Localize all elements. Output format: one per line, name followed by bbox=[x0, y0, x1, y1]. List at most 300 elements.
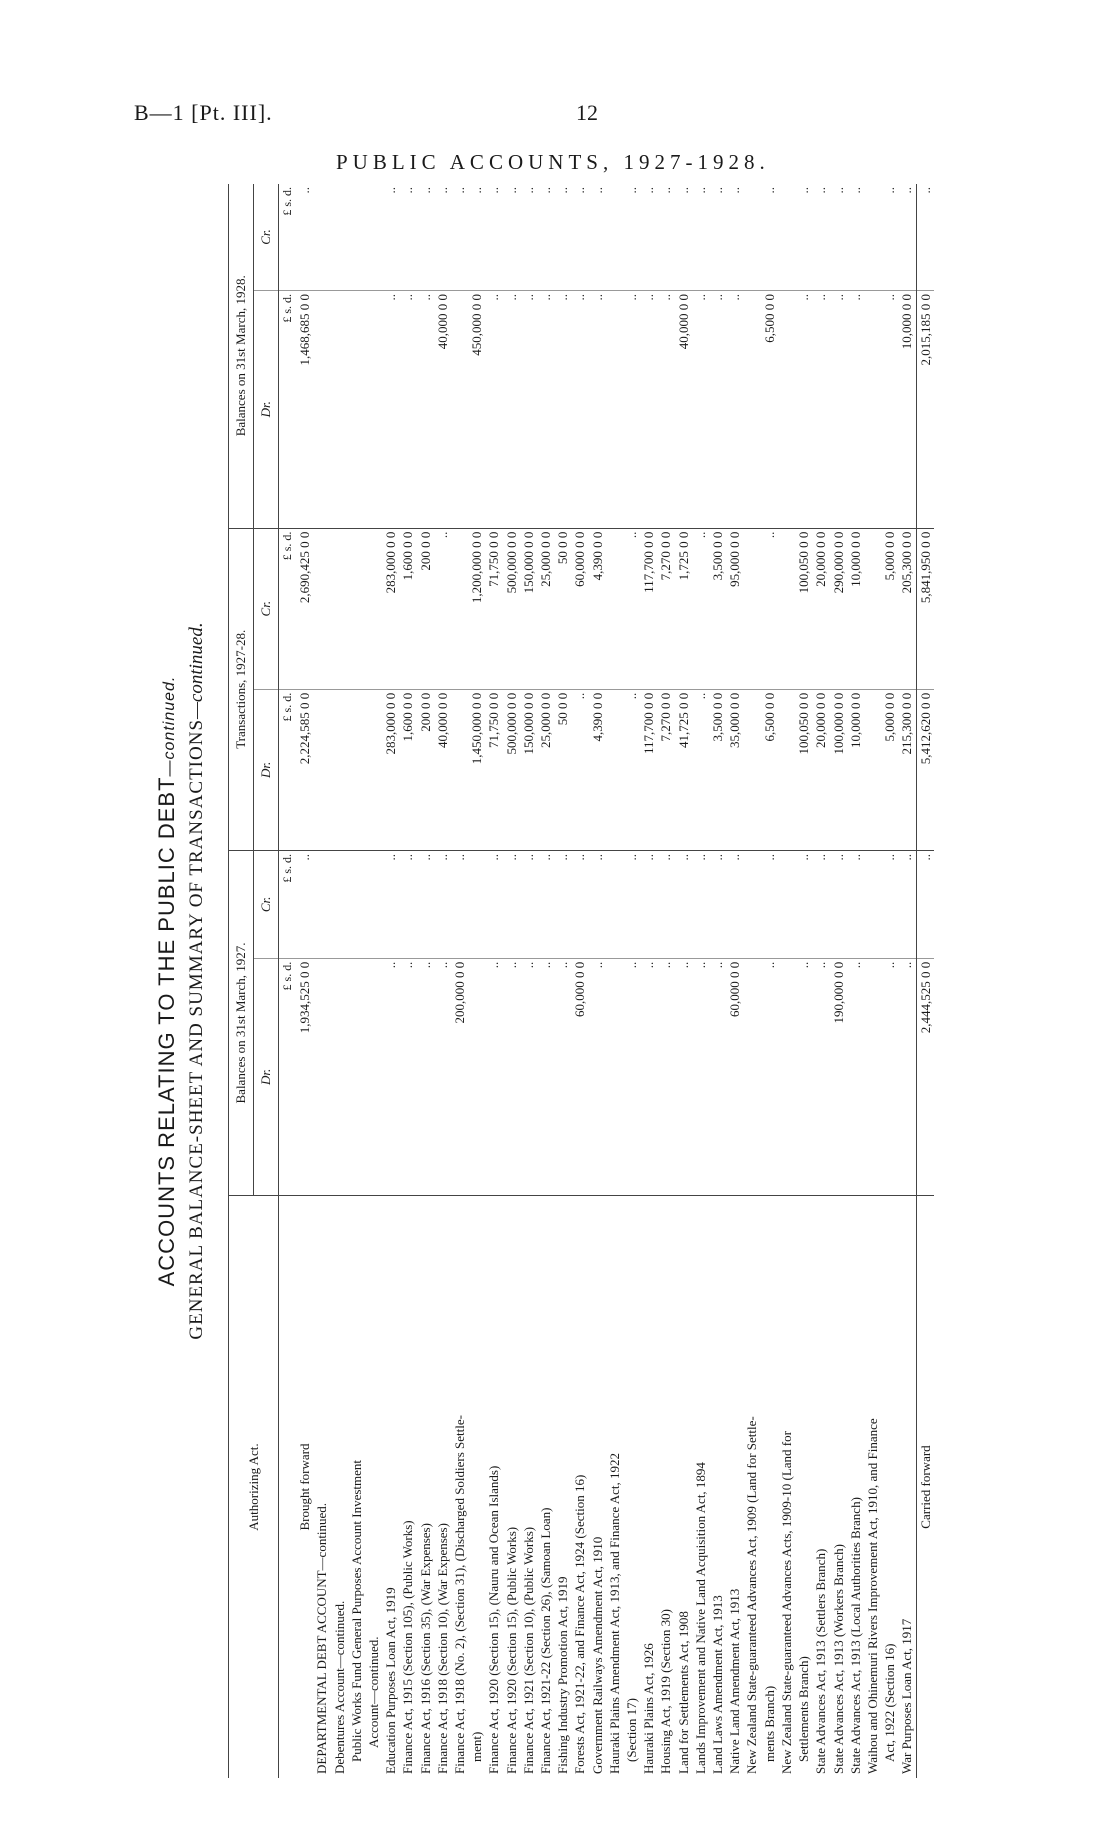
cell-dr-trans: 100,050 0 0 bbox=[795, 689, 812, 850]
cell-cr-trans: 283,000 0 0 bbox=[382, 528, 399, 689]
header-running-title: PUBLIC ACCOUNTS, 1927-1928. bbox=[336, 150, 770, 174]
cell-cr-1928: .. bbox=[882, 187, 898, 194]
units-cr-1927: £ s. d. bbox=[279, 850, 297, 958]
table-row bbox=[606, 184, 623, 1778]
cell-dr-1927: 190,000 0 0 bbox=[830, 958, 847, 1195]
cell-dr-1927: .. bbox=[761, 958, 778, 1195]
cell-cr-1928: .. bbox=[641, 187, 657, 194]
cell-dr-1928 bbox=[606, 291, 623, 529]
cell-dr-1928: .. bbox=[709, 291, 726, 529]
cell-cr-1927: .. bbox=[623, 850, 640, 958]
cell-cr-1928: .. bbox=[898, 184, 916, 291]
cell-cr-1927: .. bbox=[399, 850, 416, 958]
cell-cr-1927: .. bbox=[761, 850, 778, 958]
cell-authorizing-act: New Zealand State-guaranteed Advances Act, 1909 (Land for Settle- bbox=[743, 1196, 760, 1779]
cell-cr-trans: 71,750 0 0 bbox=[485, 528, 502, 689]
cell-dr-1927: .. bbox=[589, 958, 606, 1195]
table-row bbox=[864, 184, 881, 1778]
cell-dr-trans: 5,000 0 0 bbox=[881, 689, 898, 850]
cell-authorizing-act: Carried forward bbox=[916, 1196, 934, 1779]
cell-dr-trans: 117,700 0 0 bbox=[640, 689, 657, 850]
cell-dr-1927 bbox=[331, 958, 348, 1195]
cell-cr-1927 bbox=[606, 850, 623, 958]
cell-dr-trans: 100,000 0 0 bbox=[830, 689, 847, 850]
cell-dr-1927: .. bbox=[692, 958, 709, 1195]
cell-dr-1928 bbox=[365, 291, 382, 529]
cell-dr-1927: .. bbox=[434, 958, 451, 1195]
cell-authorizing-act: Native Land Amendment Act, 1913 bbox=[726, 1196, 743, 1779]
cell-cr-1927 bbox=[778, 850, 795, 958]
cell-authorizing-act: Finance Act, 1918 (Section 10), (War Expenses) bbox=[434, 1196, 451, 1779]
cell-cr-1928: .. bbox=[469, 187, 485, 194]
cell-cr-1928: .. bbox=[916, 184, 934, 291]
cell-cr-1928 bbox=[606, 184, 623, 291]
cell-cr-1928: .. bbox=[589, 187, 605, 194]
cell-cr-1928: .. bbox=[572, 187, 588, 194]
cell-dr-1928: .. bbox=[657, 291, 674, 529]
main-title-text: ACCOUNTS RELATING TO THE PUBLIC DEBT bbox=[154, 776, 179, 1287]
table-row bbox=[709, 184, 726, 1778]
cell-cr-1928: .. bbox=[830, 187, 846, 194]
cell-authorizing-act: Finance Act, 1915 (Section 105), (Public Works) bbox=[399, 1196, 416, 1779]
cell-cr-trans bbox=[864, 528, 881, 689]
cell-dr-trans bbox=[331, 689, 348, 850]
cell-dr-1927: .. bbox=[417, 958, 434, 1195]
cell-cr-1928: .. bbox=[624, 187, 640, 194]
cell-cr-1928: .. bbox=[400, 187, 416, 194]
cell-cr-trans: 3,500 0 0 bbox=[709, 528, 726, 689]
units-spacer bbox=[279, 1196, 297, 1779]
cell-authorizing-act: Fishing Industry Promotion Act, 1919 bbox=[554, 1196, 571, 1779]
cell-cr-1928: .. bbox=[727, 187, 743, 194]
cell-cr-1927: .. bbox=[485, 850, 502, 958]
cell-dr-1928: 6,500 0 0 bbox=[761, 291, 778, 529]
cell-dr-1928: .. bbox=[554, 291, 571, 529]
cell-dr-trans: 10,000 0 0 bbox=[847, 689, 864, 850]
cell-dr-1928: .. bbox=[399, 291, 416, 529]
cell-cr-1927 bbox=[743, 850, 760, 958]
col-authorizing-act: Authorizing Act. bbox=[229, 1196, 279, 1779]
cell-dr-trans bbox=[365, 689, 382, 850]
cell-dr-1928 bbox=[864, 291, 881, 529]
cell-cr-trans: 60,000 0 0 bbox=[571, 528, 588, 689]
cell-dr-trans: 41,725 0 0 bbox=[675, 689, 692, 850]
table-row bbox=[830, 184, 847, 1778]
cell-cr-trans: .. bbox=[761, 528, 778, 689]
table-row bbox=[537, 184, 554, 1778]
cell-dr-1928 bbox=[451, 291, 468, 529]
cell-dr-1928: .. bbox=[503, 291, 520, 529]
cell-authorizing-act: ments Branch) bbox=[761, 1196, 778, 1779]
cell-cr-trans: 10,000 0 0 bbox=[847, 528, 864, 689]
cell-authorizing-act: Housing Act, 1919 (Section 30) bbox=[657, 1196, 674, 1779]
cell-cr-1927: .. bbox=[589, 850, 606, 958]
cell-dr-1928 bbox=[743, 291, 760, 529]
cell-cr-trans: 25,000 0 0 bbox=[537, 528, 554, 689]
cell-cr-1927 bbox=[864, 850, 881, 958]
cell-dr-trans bbox=[348, 689, 365, 850]
cell-cr-1928: .. bbox=[520, 187, 536, 194]
cell-dr-trans: .. bbox=[571, 689, 588, 850]
table-row bbox=[675, 184, 692, 1778]
cell-dr-1928: 40,000 0 0 bbox=[434, 291, 451, 529]
cell-cr-1928 bbox=[348, 184, 365, 291]
cell-cr-1928 bbox=[365, 184, 382, 291]
table-row bbox=[726, 184, 743, 1778]
col-cr-1928: Cr. bbox=[254, 184, 279, 291]
cell-dr-1927: .. bbox=[537, 958, 554, 1195]
cell-dr-trans: 1,450,000 0 0 bbox=[468, 689, 485, 850]
cell-dr-1927: .. bbox=[485, 958, 502, 1195]
cell-cr-1928 bbox=[778, 184, 795, 291]
cell-dr-1927: .. bbox=[399, 958, 416, 1195]
cell-dr-1928: .. bbox=[726, 291, 743, 529]
cell-cr-1928: .. bbox=[486, 187, 502, 194]
cell-dr-1928: 40,000 0 0 bbox=[675, 291, 692, 529]
units-cr-trans: £ s. d. bbox=[279, 528, 297, 689]
cell-dr-1927: .. bbox=[520, 958, 537, 1195]
cell-cr-trans: 50 0 0 bbox=[554, 528, 571, 689]
cell-cr-1928 bbox=[331, 184, 348, 291]
cell-cr-1927: .. bbox=[795, 850, 812, 958]
header-row-groups bbox=[229, 184, 254, 1778]
table-row bbox=[881, 184, 898, 1778]
cell-authorizing-act: Act, 1922 (Section 16) bbox=[881, 1196, 898, 1779]
cell-dr-1927: 60,000 0 0 bbox=[726, 958, 743, 1195]
units-dr-1927: £ s. d. bbox=[279, 958, 297, 1195]
cell-cr-1927 bbox=[468, 850, 485, 958]
cell-dr-trans: 200 0 0 bbox=[417, 689, 434, 850]
cell-dr-1927: .. bbox=[812, 958, 829, 1195]
cell-cr-trans bbox=[348, 528, 365, 689]
cell-cr-1928: .. bbox=[434, 187, 450, 194]
table-sub-title bbox=[186, 184, 208, 1778]
table-row bbox=[743, 184, 760, 1778]
cell-dr-1928: .. bbox=[881, 291, 898, 529]
table-row bbox=[847, 184, 864, 1778]
cell-cr-1928: .. bbox=[710, 187, 726, 194]
table-row bbox=[296, 184, 313, 1778]
table-row bbox=[589, 184, 606, 1778]
cell-cr-1928: .. bbox=[417, 187, 433, 194]
cell-dr-1927 bbox=[348, 958, 365, 1195]
cell-cr-1927: .. bbox=[847, 850, 864, 958]
cell-cr-trans: 100,050 0 0 bbox=[795, 528, 812, 689]
cell-dr-1928 bbox=[778, 291, 795, 529]
cell-dr-1927: 60,000 0 0 bbox=[571, 958, 588, 1195]
cell-authorizing-act: Finance Act, 1916 (Section 35), (War Expenses) bbox=[417, 1196, 434, 1779]
cell-authorizing-act: Debentures Account—continued. bbox=[331, 1196, 348, 1779]
cell-dr-1928: .. bbox=[485, 291, 502, 529]
cell-cr-trans: 117,700 0 0 bbox=[640, 528, 657, 689]
cell-cr-1927: .. bbox=[726, 850, 743, 958]
cell-dr-trans bbox=[313, 689, 330, 850]
table-row bbox=[382, 184, 399, 1778]
cell-cr-trans: 4,390 0 0 bbox=[589, 528, 606, 689]
cell-dr-1928: .. bbox=[537, 291, 554, 529]
cell-cr-1928: .. bbox=[658, 187, 674, 194]
cell-authorizing-act: War Purposes Loan Act, 1917 bbox=[898, 1196, 916, 1779]
header-section-label: B—1 [Pt. III]. bbox=[134, 100, 273, 125]
table-row bbox=[554, 184, 571, 1778]
cell-cr-trans: 500,000 0 0 bbox=[503, 528, 520, 689]
cell-dr-1927: .. bbox=[675, 958, 692, 1195]
cell-cr-trans: 2,690,425 0 0 bbox=[296, 528, 313, 689]
cell-dr-1928: .. bbox=[623, 291, 640, 529]
cell-dr-1927: .. bbox=[847, 958, 864, 1195]
cell-cr-trans: 1,200,000 0 0 bbox=[468, 528, 485, 689]
cell-dr-trans: 2,224,585 0 0 bbox=[296, 689, 313, 850]
cell-cr-1928: .. bbox=[555, 187, 571, 194]
col-dr-1927: Dr. bbox=[254, 958, 279, 1195]
cell-authorizing-act: Finance Act, 1918 (No. 2), (Section 31), (Discharged Soldiers Settle- bbox=[451, 1196, 468, 1779]
header-row-units bbox=[279, 184, 297, 1778]
cell-cr-trans: 205,300 0 0 bbox=[898, 528, 916, 689]
cell-authorizing-act: Forests Act, 1921-22, and Finance Act, 1924 (Section 16) bbox=[571, 1196, 588, 1779]
cell-dr-trans: 25,000 0 0 bbox=[537, 689, 554, 850]
cell-authorizing-act: Finance Act, 1921 (Section 10), (Public Works) bbox=[520, 1196, 537, 1779]
table-row bbox=[503, 184, 520, 1778]
cell-cr-1928: .. bbox=[538, 187, 554, 194]
cell-dr-trans: 35,000 0 0 bbox=[726, 689, 743, 850]
cell-cr-1927 bbox=[365, 850, 382, 958]
cell-dr-trans: 50 0 0 bbox=[554, 689, 571, 850]
cell-dr-1927: .. bbox=[795, 958, 812, 1195]
cell-authorizing-act: Land for Settlements Act, 1908 bbox=[675, 1196, 692, 1779]
cell-dr-1927 bbox=[743, 958, 760, 1195]
cell-authorizing-act: Government Railways Amendment Act, 1910 bbox=[589, 1196, 606, 1779]
table-body bbox=[296, 184, 934, 1778]
col-cr-trans: Cr. bbox=[254, 528, 279, 689]
cell-cr-trans: 1,600 0 0 bbox=[399, 528, 416, 689]
table-row bbox=[778, 184, 795, 1778]
cell-dr-1928 bbox=[348, 291, 365, 529]
cell-cr-1927: .. bbox=[296, 850, 313, 958]
cell-authorizing-act: New Zealand State-guaranteed Advances Acts, 1909-10 (Land for bbox=[778, 1196, 795, 1779]
cell-authorizing-act: Lands Improvement and Native Land Acquisition Act, 1894 bbox=[692, 1196, 709, 1779]
table-row bbox=[795, 184, 812, 1778]
cell-dr-1928 bbox=[313, 291, 330, 529]
units-dr-trans: £ s. d. bbox=[279, 689, 297, 850]
cell-cr-1928: .. bbox=[452, 187, 468, 194]
cell-cr-trans: 290,000 0 0 bbox=[830, 528, 847, 689]
cell-dr-trans bbox=[864, 689, 881, 850]
cell-cr-1927: .. bbox=[503, 850, 520, 958]
cell-authorizing-act: Waihou and Ohinemuri Rivers Improvement Act, 1910, and Finance bbox=[864, 1196, 881, 1779]
cell-authorizing-act: DEPARTMENTAL DEBT ACCOUNT—continued. bbox=[313, 1196, 330, 1779]
table-row bbox=[348, 184, 365, 1778]
cell-cr-trans: 20,000 0 0 bbox=[812, 528, 829, 689]
cell-dr-1927 bbox=[778, 958, 795, 1195]
cell-dr-1928: .. bbox=[847, 291, 864, 529]
col-cr-1927: Cr. bbox=[254, 850, 279, 958]
table-row bbox=[468, 184, 485, 1778]
cell-cr-trans: 200 0 0 bbox=[417, 528, 434, 689]
cell-cr-1928: .. bbox=[692, 187, 708, 194]
cell-dr-trans: 7,270 0 0 bbox=[657, 689, 674, 850]
cell-cr-1928: .. bbox=[761, 187, 777, 194]
cell-dr-trans: .. bbox=[623, 689, 640, 850]
cell-cr-1928: .. bbox=[503, 187, 519, 194]
cell-cr-1927: .. bbox=[881, 850, 898, 958]
table-row bbox=[898, 184, 916, 1778]
cell-dr-1927 bbox=[864, 958, 881, 1195]
col-group-transactions: Transactions, 1927-28. bbox=[229, 528, 254, 850]
table-main-title bbox=[154, 184, 180, 1778]
cell-cr-1927 bbox=[331, 850, 348, 958]
cell-cr-1927: .. bbox=[417, 850, 434, 958]
cell-dr-trans: .. bbox=[692, 689, 709, 850]
table-row bbox=[485, 184, 502, 1778]
table-row bbox=[520, 184, 537, 1778]
cell-authorizing-act: (Section 17) bbox=[623, 1196, 640, 1779]
cell-dr-1927: .. bbox=[640, 958, 657, 1195]
cell-dr-trans: 283,000 0 0 bbox=[382, 689, 399, 850]
cell-authorizing-act: Brought forward bbox=[296, 1196, 313, 1779]
cell-dr-1927 bbox=[365, 958, 382, 1195]
cell-cr-1927: .. bbox=[537, 850, 554, 958]
cell-dr-1927: .. bbox=[503, 958, 520, 1195]
cell-cr-1928: .. bbox=[813, 187, 829, 194]
cell-cr-trans: 95,000 0 0 bbox=[726, 528, 743, 689]
units-dr-1928: £ s. d. bbox=[279, 291, 297, 529]
cell-cr-trans bbox=[331, 528, 348, 689]
cell-dr-1927 bbox=[313, 958, 330, 1195]
cell-dr-1928: .. bbox=[589, 291, 606, 529]
cell-dr-trans: 500,000 0 0 bbox=[503, 689, 520, 850]
cell-dr-trans: 5,412,620 0 0 bbox=[916, 689, 934, 850]
units-cr-1928: £ s. d. bbox=[280, 187, 294, 216]
cell-dr-1928: .. bbox=[571, 291, 588, 529]
table-row bbox=[692, 184, 709, 1778]
cell-dr-1927: 1,934,525 0 0 bbox=[296, 958, 313, 1195]
cell-cr-trans: 1,725 0 0 bbox=[675, 528, 692, 689]
cell-cr-1927: .. bbox=[709, 850, 726, 958]
table-row bbox=[761, 184, 778, 1778]
cell-cr-1927: .. bbox=[692, 850, 709, 958]
cell-cr-1928: .. bbox=[847, 187, 863, 194]
cell-authorizing-act: Land Laws Amendment Act, 1913 bbox=[709, 1196, 726, 1779]
cell-dr-1928: 10,000 0 0 bbox=[898, 291, 916, 529]
table-row bbox=[434, 184, 451, 1778]
cell-dr-trans: 3,500 0 0 bbox=[709, 689, 726, 850]
cell-cr-1928: .. bbox=[297, 187, 313, 194]
cell-dr-1928: .. bbox=[382, 291, 399, 529]
col-dr-1928: Dr. bbox=[254, 291, 279, 529]
cell-authorizing-act: Account—continued. bbox=[365, 1196, 382, 1779]
cell-cr-1927: .. bbox=[520, 850, 537, 958]
col-dr-trans: Dr. bbox=[254, 689, 279, 850]
cell-cr-trans: .. bbox=[692, 528, 709, 689]
cell-cr-1927: .. bbox=[830, 850, 847, 958]
cell-cr-trans: 150,000 0 0 bbox=[520, 528, 537, 689]
cell-dr-1927: .. bbox=[881, 958, 898, 1195]
table-row bbox=[313, 184, 330, 1778]
cell-cr-1928: .. bbox=[383, 187, 399, 194]
cell-dr-trans bbox=[451, 689, 468, 850]
cell-dr-1928: .. bbox=[417, 291, 434, 529]
cell-dr-trans: 4,390 0 0 bbox=[589, 689, 606, 850]
cell-cr-1927: .. bbox=[382, 850, 399, 958]
cell-cr-1927: .. bbox=[451, 850, 468, 958]
cell-cr-1927: .. bbox=[675, 850, 692, 958]
cell-dr-1928: .. bbox=[830, 291, 847, 529]
cell-dr-trans bbox=[778, 689, 795, 850]
cell-dr-1927: .. bbox=[382, 958, 399, 1195]
rotated-table-block bbox=[148, 184, 933, 1778]
cell-authorizing-act: Hauraki Plains Act, 1926 bbox=[640, 1196, 657, 1779]
cell-cr-1927: .. bbox=[657, 850, 674, 958]
cell-dr-1928: .. bbox=[692, 291, 709, 529]
cell-authorizing-act: ment) bbox=[468, 1196, 485, 1779]
table-row bbox=[417, 184, 434, 1778]
cell-dr-trans bbox=[743, 689, 760, 850]
col-group-balances-1928: Balances on 31st March, 1928. bbox=[229, 184, 254, 528]
cell-dr-trans: 40,000 0 0 bbox=[434, 689, 451, 850]
cell-cr-trans: .. bbox=[434, 528, 451, 689]
cell-dr-1928: 2,015,185 0 0 bbox=[916, 291, 934, 529]
cell-dr-trans: 6,500 0 0 bbox=[761, 689, 778, 850]
cell-authorizing-act: State Advances Act, 1913 (Local Authorities Branch) bbox=[847, 1196, 864, 1779]
table-row bbox=[916, 184, 934, 1778]
table-row bbox=[331, 184, 348, 1778]
cell-cr-trans: 5,841,950 0 0 bbox=[916, 528, 934, 689]
cell-cr-1927: .. bbox=[898, 850, 916, 958]
cell-dr-1927: .. bbox=[623, 958, 640, 1195]
cell-authorizing-act: Hauraki Plains Amendment Act, 1913, and Finance Act, 1922 bbox=[606, 1196, 623, 1779]
main-title-suffix: —continued. bbox=[161, 675, 178, 777]
cell-authorizing-act: Public Works Fund General Purposes Account Investment bbox=[348, 1196, 365, 1779]
table-row bbox=[365, 184, 382, 1778]
cell-cr-1928: .. bbox=[675, 187, 691, 194]
cell-dr-trans: 1,600 0 0 bbox=[399, 689, 416, 850]
cell-cr-1928: .. bbox=[796, 187, 812, 194]
cell-cr-1927: .. bbox=[554, 850, 571, 958]
cell-cr-1928 bbox=[743, 184, 760, 291]
cell-dr-trans: 215,300 0 0 bbox=[898, 689, 916, 850]
cell-dr-trans bbox=[606, 689, 623, 850]
cell-cr-1927: .. bbox=[571, 850, 588, 958]
table-row bbox=[640, 184, 657, 1778]
cell-cr-1927 bbox=[348, 850, 365, 958]
cell-authorizing-act: State Advances Act, 1913 (Workers Branch) bbox=[830, 1196, 847, 1779]
cell-cr-1927 bbox=[313, 850, 330, 958]
cell-cr-trans bbox=[606, 528, 623, 689]
cell-cr-trans bbox=[313, 528, 330, 689]
cell-cr-1928 bbox=[313, 184, 330, 291]
cell-authorizing-act: Education Purposes Loan Act, 1919 bbox=[382, 1196, 399, 1779]
cell-cr-trans: 7,270 0 0 bbox=[657, 528, 674, 689]
cell-authorizing-act: State Advances Act, 1913 (Settlers Branch) bbox=[812, 1196, 829, 1779]
cell-cr-trans bbox=[451, 528, 468, 689]
sub-title-suffix: —continued. bbox=[186, 622, 207, 719]
cell-cr-1927: .. bbox=[812, 850, 829, 958]
cell-dr-1928: .. bbox=[640, 291, 657, 529]
cell-dr-1927 bbox=[606, 958, 623, 1195]
table-row bbox=[451, 184, 468, 1778]
table-row bbox=[623, 184, 640, 1778]
cell-cr-trans bbox=[778, 528, 795, 689]
cell-authorizing-act: Finance Act, 1921-22 (Section 26), (Samoan Loan) bbox=[537, 1196, 554, 1779]
cell-authorizing-act: Finance Act, 1920 (Section 15), (Public Works) bbox=[503, 1196, 520, 1779]
page-number: 12 bbox=[576, 100, 598, 125]
cell-cr-trans bbox=[743, 528, 760, 689]
cell-dr-1928: .. bbox=[520, 291, 537, 529]
cell-authorizing-act: Settlements Branch) bbox=[795, 1196, 812, 1779]
balance-sheet-table bbox=[228, 184, 934, 1778]
cell-dr-1928: .. bbox=[795, 291, 812, 529]
cell-cr-1927: .. bbox=[434, 850, 451, 958]
